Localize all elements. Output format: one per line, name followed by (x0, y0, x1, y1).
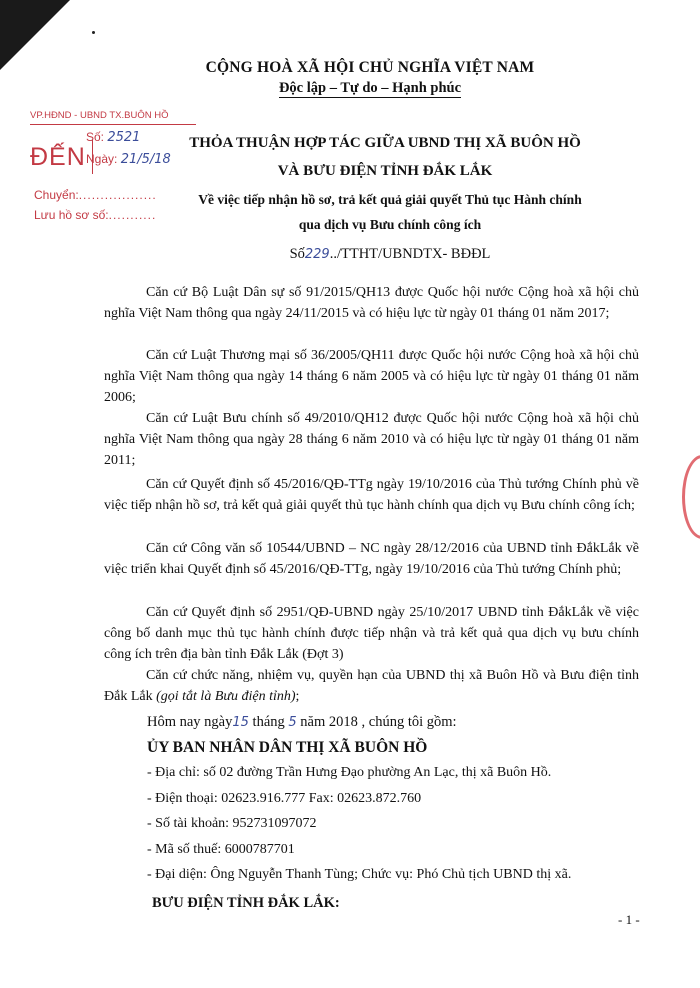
today-part1: Hôm nay ngày (147, 714, 233, 730)
basis-paragraph-6: Căn cứ Quyết định số 2951/QĐ-UBND ngày 25/10/2017 UBND tỉnh ĐắkLắk về việc công bố danh mục thủ tục hành chính được tiếp nhận và trả kết quả qua dịch vụ bưu chính công ích trên địa bàn tỉnh Đắk Lắk (Đợt 3) (104, 605, 639, 662)
agreement-subtitle-line2: qua dịch vụ Bưu chính công ích (298, 217, 482, 232)
party-a-account: - Số tài khoản: 952731097072 (147, 816, 317, 831)
docno-prefix: Số (289, 246, 305, 262)
stamp-chuyen-row: Chuyển:.................. (34, 188, 157, 202)
agreement-title-line2: VÀ BƯU ĐIỆN TỈNH ĐẮK LẮK (277, 163, 493, 179)
party-a-name: ỦY BAN NHÂN DÂN THỊ XÃ BUÔN HỒ (147, 739, 428, 756)
p7-end: ; (295, 689, 300, 704)
stamp-luu-label: Lưu hồ sơ số: (34, 208, 109, 222)
p7-main: Căn cứ chức năng, nhiệm vụ, quyền hạn của UBND thị xã Buôn Hồ và Bưu điện tỉnh Đắk Lắk (104, 668, 639, 704)
today-part2: tháng (248, 714, 289, 730)
p7-italic: (gọi tắt là Bưu điện tỉnh) (156, 689, 296, 704)
stamp-chuyen-label: Chuyển: (34, 188, 79, 202)
today-part3: năm 2018 , chúng tôi gồm: (296, 714, 457, 730)
red-seal-fragment (682, 455, 700, 539)
stamp-so-label: Số: (86, 130, 105, 144)
basis-paragraph-5: Căn cứ Công văn số 10544/UBND – NC ngày 28/12/2016 của UBND tỉnh ĐắkLắk về việc triển khai Quyết định số 45/2016/QĐ-TTg, ngày 19/10/2016 của Thủ tướng Chính phủ; (104, 541, 639, 577)
basis-paragraph-4: Căn cứ Quyết định số 45/2016/QĐ-TTg ngày 19/10/2016 của Thủ tướng Chính phủ về việc tiếp nhận hồ sơ, trả kết quả giải quyết thủ tục hành chính qua dịch vụ Bưu chính công ích; (104, 477, 639, 513)
docno-suffix: ../TTHT/UBNDTX- BĐĐL (329, 246, 491, 262)
nation-heading: CỘNG HOÀ XÃ HỘI CHỦ NGHĨA VIỆT NAM (205, 59, 535, 76)
stamp-ngay-value: 21/5/18 (120, 152, 171, 167)
stamp-ngay-label: Ngày: (86, 152, 118, 166)
today-line (147, 714, 457, 731)
party-a-phone: - Điện thoại: 02623.916.777 Fax: 02623.872.760 (147, 791, 422, 806)
stamp-luu-row: Lưu hồ sơ số:........... (34, 208, 157, 222)
stamp-so-value: 2521 (107, 130, 141, 145)
today-month: 5 (288, 715, 297, 730)
party-a-representative: - Đại diện: Ông Nguyễn Thanh Tùng; Chức vụ: Phó Chủ tịch UBND thị xã. (147, 867, 572, 882)
party-a-tax: - Mã số thuế: 6000787701 (147, 842, 295, 857)
party-b-name: BƯU ĐIỆN TỈNH ĐẮK LẮK: (152, 895, 340, 911)
motto-text: Độc lập – Tự do – Hạnh phúc (278, 80, 462, 96)
basis-paragraph-7 (104, 665, 639, 707)
today-day: 15 (232, 715, 249, 730)
motto-heading (0, 80, 700, 97)
party-a-address: - Địa chỉ: số 02 đường Trần Hưng Đạo phường An Lạc, thị xã Buôn Hồ. (147, 765, 552, 780)
basis-paragraph-2: Căn cứ Luật Thương mại số 36/2005/QH11 được Quốc hội nước Cộng hoà xã hội chủ nghĩa Việt Nam thông qua ngày 14 tháng 6 năm 2005 và có hiệu lực từ ngày 01 tháng 01 năm 2006; (104, 348, 639, 405)
basis-paragraph-1: Căn cứ Bộ Luật Dân sự số 91/2015/QH13 được Quốc hội nước Cộng hoà xã hội chủ nghĩa Việt Nam thông qua ngày 24/11/2015 và có hiệu lực từ ngày 01 tháng 01 năm 2017; (104, 285, 639, 321)
agreement-title-line1: THỎA THUẬN HỢP TÁC GIỮA UBND THỊ XÃ BUÔN HỒ (189, 135, 581, 151)
docno-number: 229 (304, 247, 330, 262)
basis-paragraph-3: Căn cứ Luật Bưu chính số 49/2010/QH12 được Quốc hội nước Cộng hoà xã hội chủ nghĩa Việt Nam thông qua ngày 28 tháng 6 năm 2010 và có hiệu lực từ ngày 01 tháng 01 năm 2011; (104, 411, 639, 468)
stamp-org: VP.HĐND - UBND TX.BUÔN HỒ (30, 110, 196, 125)
document-number (0, 246, 700, 263)
scan-speck (92, 31, 95, 34)
agreement-subtitle-line1: Về việc tiếp nhận hồ sơ, trả kết quả giải quyết Thủ tục Hành chính (198, 192, 582, 207)
page-number: - 1 - (618, 912, 640, 927)
stamp-den: ĐẾN (30, 140, 93, 174)
